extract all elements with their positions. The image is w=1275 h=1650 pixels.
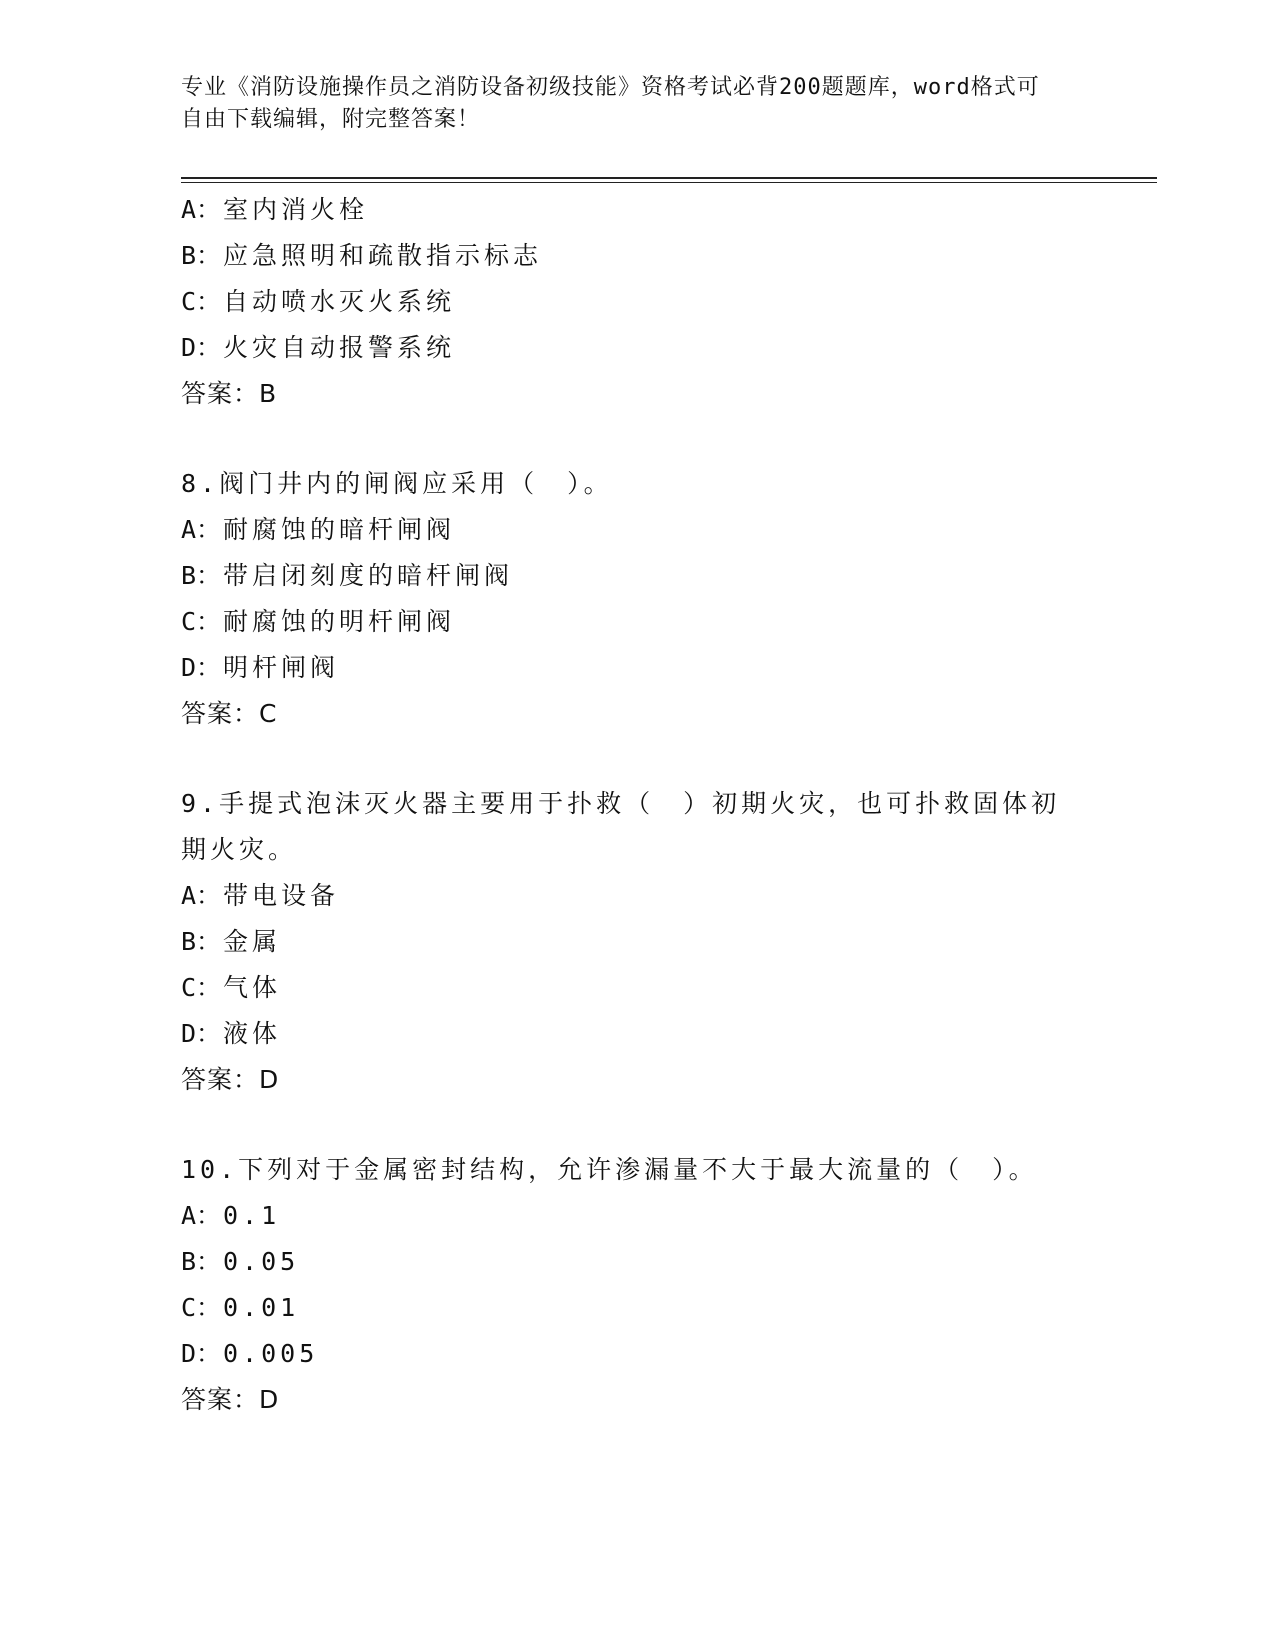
option-label: D： [181,333,222,362]
answer-line: 答案：D [181,1065,280,1094]
question-stem: 9.手提式泡沫灭火器主要用于扑救（ ）初期火灾，也可扑救固体初期火灾。 [181,789,1061,864]
option-d [181,325,1081,371]
option-text: 带启闭刻度的暗杆闸阀 [223,561,514,590]
option-text: 气体 [223,973,282,1002]
option-text: 液体 [223,1019,282,1048]
option-c [181,965,1081,1011]
option-a [181,187,1081,233]
option-text: 耐腐蚀的明杆闸阀 [223,607,456,636]
option-c [181,279,1081,325]
option-text: 火灾自动报警系统 [223,333,456,362]
option-label: A： [181,195,222,224]
answer-line: 答案：C [181,699,278,728]
document-header: 专业《消防设施操作员之消防设备初级技能》资格考试必背200题题库，word格式可自由下载编辑，附完整答案！ [181,75,1040,132]
option-text: 0.005 [223,1339,319,1368]
option-b [181,919,1081,965]
spacer [181,737,1081,781]
option-c [181,599,1081,645]
option-b [181,1239,1081,1285]
option-label: B： [181,1247,222,1276]
option-label: B： [181,561,222,590]
option-c [181,1285,1081,1331]
answer-line: 答案：B [181,379,278,408]
option-label: D： [181,1019,222,1048]
option-text: 0.1 [223,1201,281,1230]
option-label: A： [181,1201,222,1230]
option-d [181,1011,1081,1057]
option-label: C： [181,607,222,636]
option-label: A： [181,515,222,544]
spacer [181,1103,1081,1147]
question-7 [181,187,1081,417]
option-b [181,233,1081,279]
option-label: B： [181,241,222,270]
option-b [181,553,1081,599]
option-text: 耐腐蚀的暗杆闸阀 [223,515,456,544]
option-label: B： [181,927,222,956]
option-text: 0.05 [223,1247,300,1276]
option-text: 应急照明和疏散指示标志 [223,241,543,270]
option-label: C： [181,1293,222,1322]
option-text: 带电设备 [223,881,340,910]
option-label: D： [181,653,222,682]
question-8 [181,461,1081,737]
answer-line: 答案：D [181,1385,280,1414]
option-a [181,1193,1081,1239]
option-d [181,1331,1081,1377]
option-text: 金属 [223,927,282,956]
question-9 [181,781,1081,1103]
option-a [181,507,1081,553]
question-list [181,187,1081,1423]
question-stem: 10.下列对于金属密封结构，允许渗漏量不大于最大流量的（ ）。 [181,1155,1038,1184]
option-text: 室内消火栓 [223,195,369,224]
question-stem: 8.阀门井内的闸阀应采用（ ）。 [181,469,613,498]
option-a [181,873,1081,919]
option-d [181,645,1081,691]
question-10 [181,1147,1081,1423]
option-label: C： [181,287,222,316]
option-label: A： [181,881,222,910]
option-text: 0.01 [223,1293,300,1322]
option-label: D： [181,1339,222,1368]
option-text: 自动喷水灭火系统 [223,287,456,316]
option-text: 明杆闸阀 [223,653,340,682]
spacer [181,417,1081,461]
header-divider-thick [181,177,1157,179]
header-divider-thin [181,182,1157,183]
option-label: C： [181,973,222,1002]
